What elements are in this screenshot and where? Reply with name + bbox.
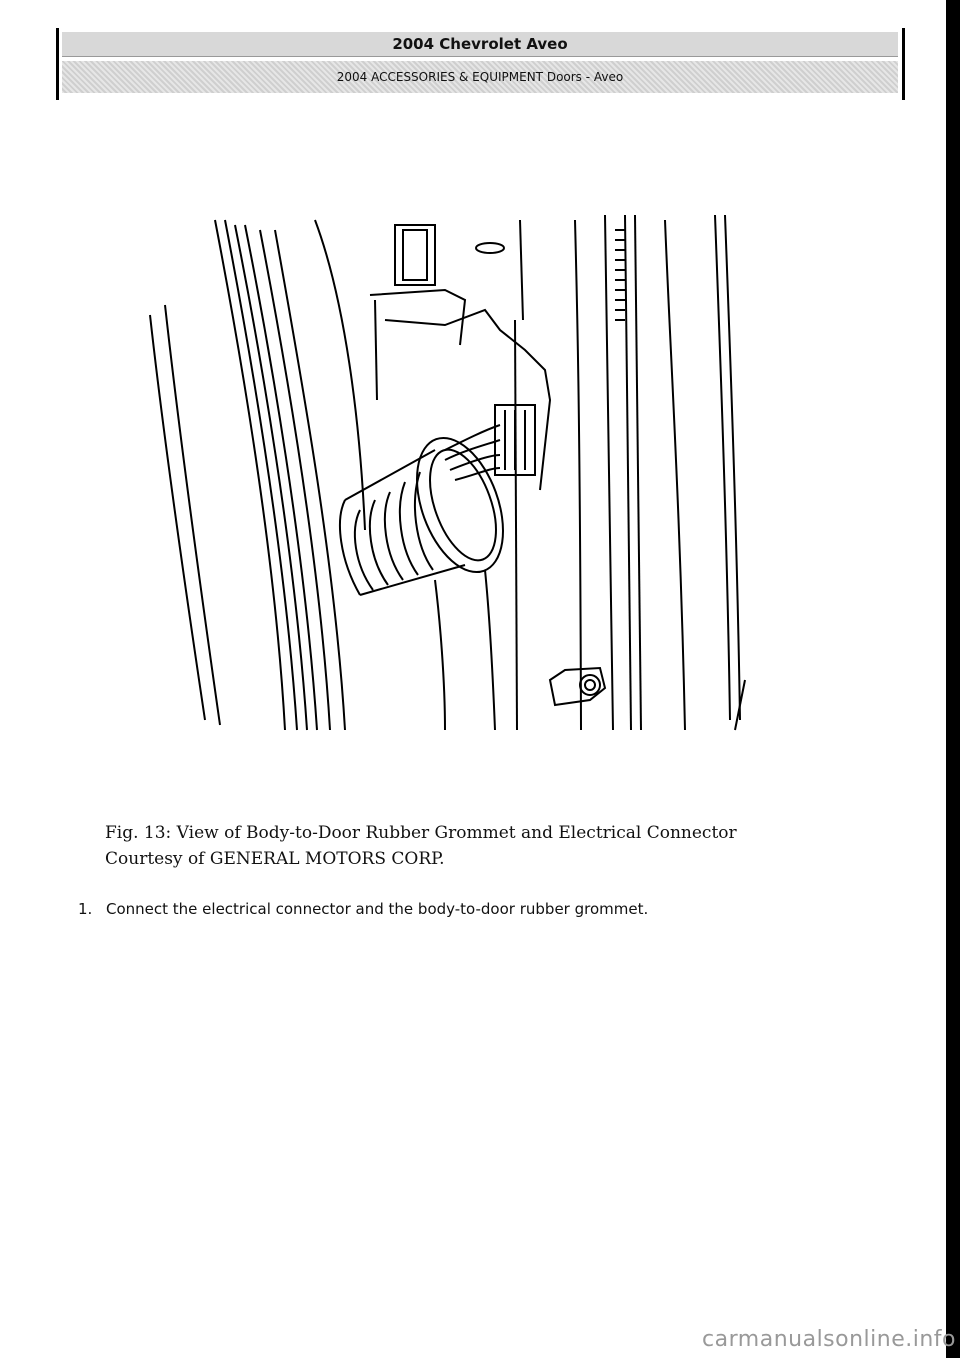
page-right-border — [946, 0, 960, 1358]
header-frame-left — [56, 28, 59, 100]
step-number: 1. — [78, 900, 93, 918]
watermark: carmanualsonline.info — [702, 1327, 956, 1352]
step-text: Connect the electrical connector and the body-to-door rubber grommet. — [106, 900, 649, 918]
figure-caption — [105, 820, 865, 872]
header-frame-right — [902, 28, 905, 100]
door-grommet-illustration — [145, 200, 755, 740]
figure-caption-title: Fig. 13: View of Body-to-Door Rubber Grommet and Electrical Connector — [105, 823, 737, 843]
document-title: 2004 Chevrolet Aveo — [62, 32, 898, 57]
document-subtitle: 2004 ACCESSORIES & EQUIPMENT Doors - Aveo — [62, 61, 898, 93]
procedure-step — [78, 898, 878, 920]
page-header — [62, 32, 898, 96]
figure-caption-credit: Courtesy of GENERAL MOTORS CORP. — [105, 849, 445, 869]
